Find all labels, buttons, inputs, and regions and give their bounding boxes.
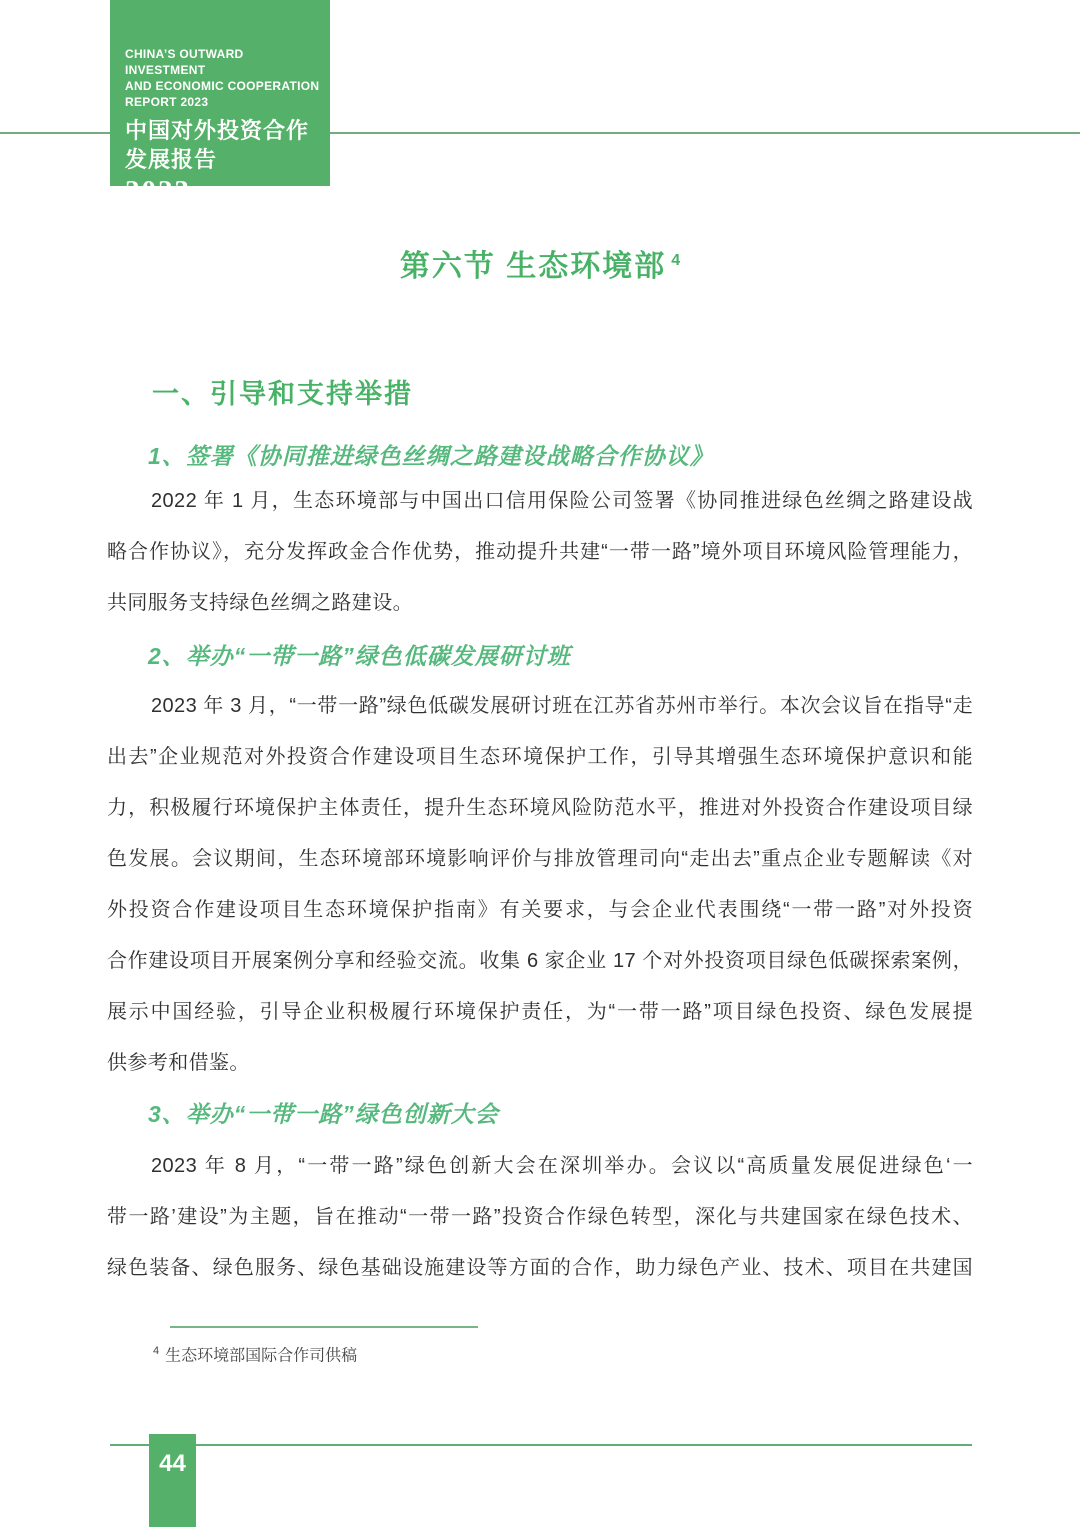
footer-rule	[110, 1444, 972, 1446]
footnote-ref: 4	[153, 1345, 160, 1357]
masthead-en-line1: CHINA’S OUTWARD INVESTMENT	[125, 47, 244, 77]
masthead-year: 2023	[125, 175, 191, 207]
footnote-divider	[170, 1326, 478, 1328]
paragraph-2-line: 出去”企业规范对外投资合作建设项目生态环境保护工作，引导其增强生态环境保护意识和能	[107, 746, 973, 768]
paragraph-3	[107, 1141, 973, 1294]
paragraph-3-line: 2023 年 8 月，“一带一路”绿色创新大会在深圳举办。会议以“高质量发展促进绿色‘一	[151, 1155, 973, 1177]
subsection-3-heading: 3、举办“一带一路”绿色创新大会	[148, 1101, 499, 1127]
paragraph-1-line: 略合作协议》，充分发挥政金合作优势，推动提升共建“一带一路”境外项目环境风险管理能力，	[107, 541, 973, 563]
paragraph-2-line: 外投资合作建设项目生态环境保护指南》有关要求，与会企业代表围绕“一带一路”对外投资	[107, 899, 973, 921]
paragraph-3-line: 绿色装备、绿色服务、绿色基础设施建设等方面的合作，助力绿色产业、技术、项目在共建国	[107, 1257, 973, 1279]
page-title	[107, 238, 973, 290]
page-number: 44	[159, 1450, 186, 1477]
paragraph-1-line: 共同服务支持绿色丝绸之路建设。	[107, 592, 413, 614]
paragraph-2-line: 色发展。会议期间，生态环境部环境影响评价与排放管理司向“走出去”重点企业专题解读《对	[107, 848, 973, 870]
masthead-en-line3: REPORT 2023	[125, 95, 209, 109]
masthead-en-line2: AND ECONOMIC COOPERATION	[125, 79, 320, 93]
paragraph-1-line: 2022 年 1 月，生态环境部与中国出口信用保险公司签署《协同推进绿色丝绸之路建设战	[151, 490, 973, 512]
report-masthead	[110, 0, 330, 207]
paragraph-1	[107, 476, 973, 629]
section-heading: 一、引导和支持举措	[152, 379, 413, 409]
page-content	[107, 238, 973, 1294]
title-footnote-ref: 4	[671, 252, 681, 269]
masthead-zh-line1: 中国对外投资合作	[125, 118, 310, 143]
footnote	[107, 1340, 973, 1367]
masthead-zh-line2: 发展报告	[125, 147, 218, 172]
paragraph-2-line: 力，积极履行环境保护主体责任，提升生态环境风险防范水平，推进对外投资合作建设项目绿	[107, 797, 973, 819]
paragraph-2-line: 供参考和借鉴。	[107, 1052, 250, 1074]
footnote-block	[107, 1326, 973, 1367]
paragraph-2-line: 展示中国经验，引导企业积极履行环境保护责任，为“一带一路”项目绿色投资、绿色发展提	[107, 1001, 973, 1023]
paragraph-2	[107, 681, 973, 1089]
footnote-text: 生态环境部国际合作司供稿	[165, 1347, 358, 1365]
paragraph-3-line: 带一路’建设”为主题，旨在推动“一带一路”投资合作绿色转型，深化与共建国家在绿色技术、	[107, 1206, 973, 1228]
page-number-badge	[149, 1434, 196, 1527]
page-title-text: 第六节 生态环境部	[399, 250, 667, 283]
masthead-english-title	[125, 46, 320, 110]
masthead-chinese-title	[125, 116, 320, 174]
paragraph-2-line: 合作建设项目开展案例分享和经验交流。收集 6 家企业 17 个对外投资项目绿色低碳探索案例，	[107, 950, 973, 972]
subsection-1-heading: 1、签署《协同推进绿色丝绸之路建设战略合作协议》	[148, 443, 714, 469]
subsection-2-heading: 2、举办“一带一路”绿色低碳发展研讨班	[148, 643, 571, 669]
paragraph-2-line: 2023 年 3 月，“一带一路”绿色低碳发展研讨班在江苏省苏州市举行。本次会议旨在指导“走	[151, 695, 973, 717]
